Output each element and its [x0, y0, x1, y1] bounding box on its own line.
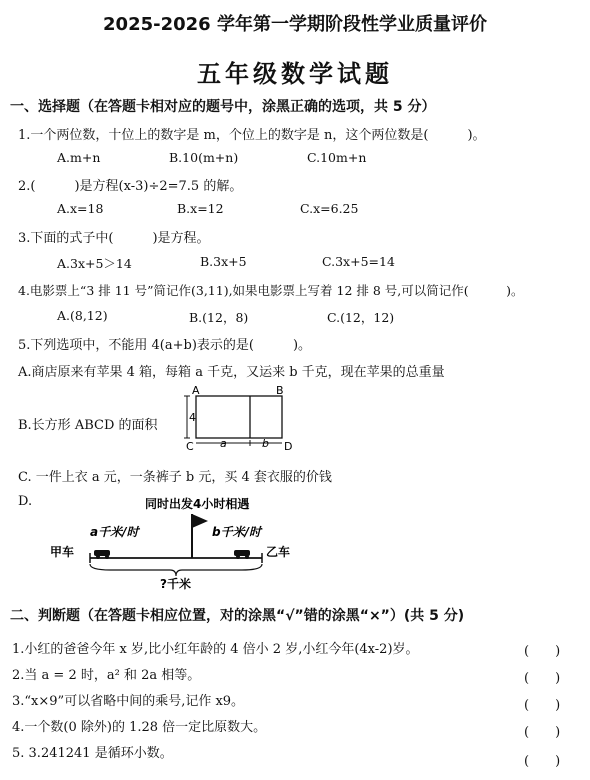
q2-option-a: A.x=18: [57, 201, 104, 216]
q1-option-b: B.10(m+n): [169, 150, 239, 165]
judge-answer-4: ( ): [524, 725, 561, 740]
right-car-label: 乙车: [266, 545, 291, 559]
q3-text: 3.下面的式子中( )是方程。: [18, 231, 210, 246]
judge-item-3: 3.“x×9”可以省略中间的乘号,记作 x9。: [12, 694, 245, 709]
left-speed-label: a千米/时: [90, 525, 139, 539]
vertex-label-d: D: [284, 440, 293, 452]
q4-text: 4.电影票上“3 排 11 号”简记作(3,11),如果电影票上写着 12 排 8 号,可以简记作( )。: [18, 283, 524, 298]
judge-item-2: 2.当 a = 2 时，a² 和 2a 相等。: [12, 668, 201, 683]
q1-text: 1.一个两位数，十位上的数字是 m，个位上的数字是 n，这个两位数是( )。: [18, 128, 486, 143]
judge-item-4: 4.一个数(0 除外)的 1.28 倍一定比原数大。: [12, 720, 267, 735]
side-length-label: 4: [189, 411, 196, 424]
q4-option-a: A.(8,12): [57, 308, 108, 323]
section1-heading: 一、选择题（在答题卡相对应的题号中，涂黑正确的选项，共 5 分）: [10, 99, 436, 115]
rectangle-abcd-diagram: [176, 384, 296, 452]
judge-answer-5: ( ): [524, 754, 561, 769]
q2-text: 2.( )是方程(x-3)÷2=7.5 的解。: [18, 179, 243, 194]
left-car-label: 甲车: [50, 545, 75, 559]
judge-answer-2: ( ): [524, 671, 561, 686]
exam-title: 2025-2026 学年第一学期阶段性学业质量评价: [103, 14, 487, 35]
judge-item-1: 1.小红的爸爸今年 x 岁,比小红年龄的 4 倍小 2 岁,小红今年(4x-2)岁。: [12, 642, 419, 657]
q3-option-b: B.3x+5: [200, 254, 247, 269]
q1-option-c: C.10m+n: [307, 150, 367, 165]
exam-subtitle: 五年级数学试题: [197, 60, 393, 88]
judge-answer-3: ( ): [524, 698, 561, 713]
meeting-diagram: [50, 490, 340, 594]
q1-option-a: A.m+n: [57, 150, 101, 165]
right-speed-label: b千米/时: [212, 525, 261, 539]
judge-answer-1: ( ): [524, 644, 561, 659]
q5-option-d: D.: [18, 494, 33, 509]
rectangle-outline: [196, 396, 282, 438]
q4-option-b: B.(12，8): [189, 310, 249, 325]
vertex-label-a: A: [192, 384, 200, 397]
q4-option-c: C.(12，12): [327, 310, 395, 325]
flag-icon: [192, 514, 208, 528]
q5-option-b: B.长方形 ABCD 的面积: [18, 418, 158, 433]
vertex-label-c: C: [186, 440, 194, 452]
vertex-label-b: B: [276, 384, 284, 397]
q2-option-c: C.x=6.25: [300, 201, 359, 216]
distance-label: ?千米: [160, 577, 191, 591]
segment-b-label: b: [262, 437, 269, 450]
q5-option-a: A.商店原来有苹果 4 箱，每箱 a 千克，又运来 b 千克，现在苹果的总重量: [18, 365, 445, 380]
meeting-caption: 同时出发4小时相遇: [145, 497, 250, 511]
q3-option-a: A.3x+5＞14: [57, 256, 132, 271]
q5-text: 5.下列选项中，不能用 4(a+b)表示的是( )。: [18, 338, 312, 353]
q5-option-c: C. 一件上衣 a 元，一条裤子 b 元，买 4 套衣服的价钱: [18, 470, 332, 485]
q2-option-b: B.x=12: [177, 201, 224, 216]
segment-a-label: a: [220, 437, 227, 450]
section2-heading: 二、判断题（在答题卡相应位置，对的涂黑“√”错的涂黑“×”）(共 5 分): [10, 608, 465, 624]
distance-brace: [90, 564, 262, 576]
judge-item-5: 5. 3.241241 是循环小数。: [12, 746, 173, 761]
q3-option-c: C.3x+5=14: [322, 254, 395, 269]
